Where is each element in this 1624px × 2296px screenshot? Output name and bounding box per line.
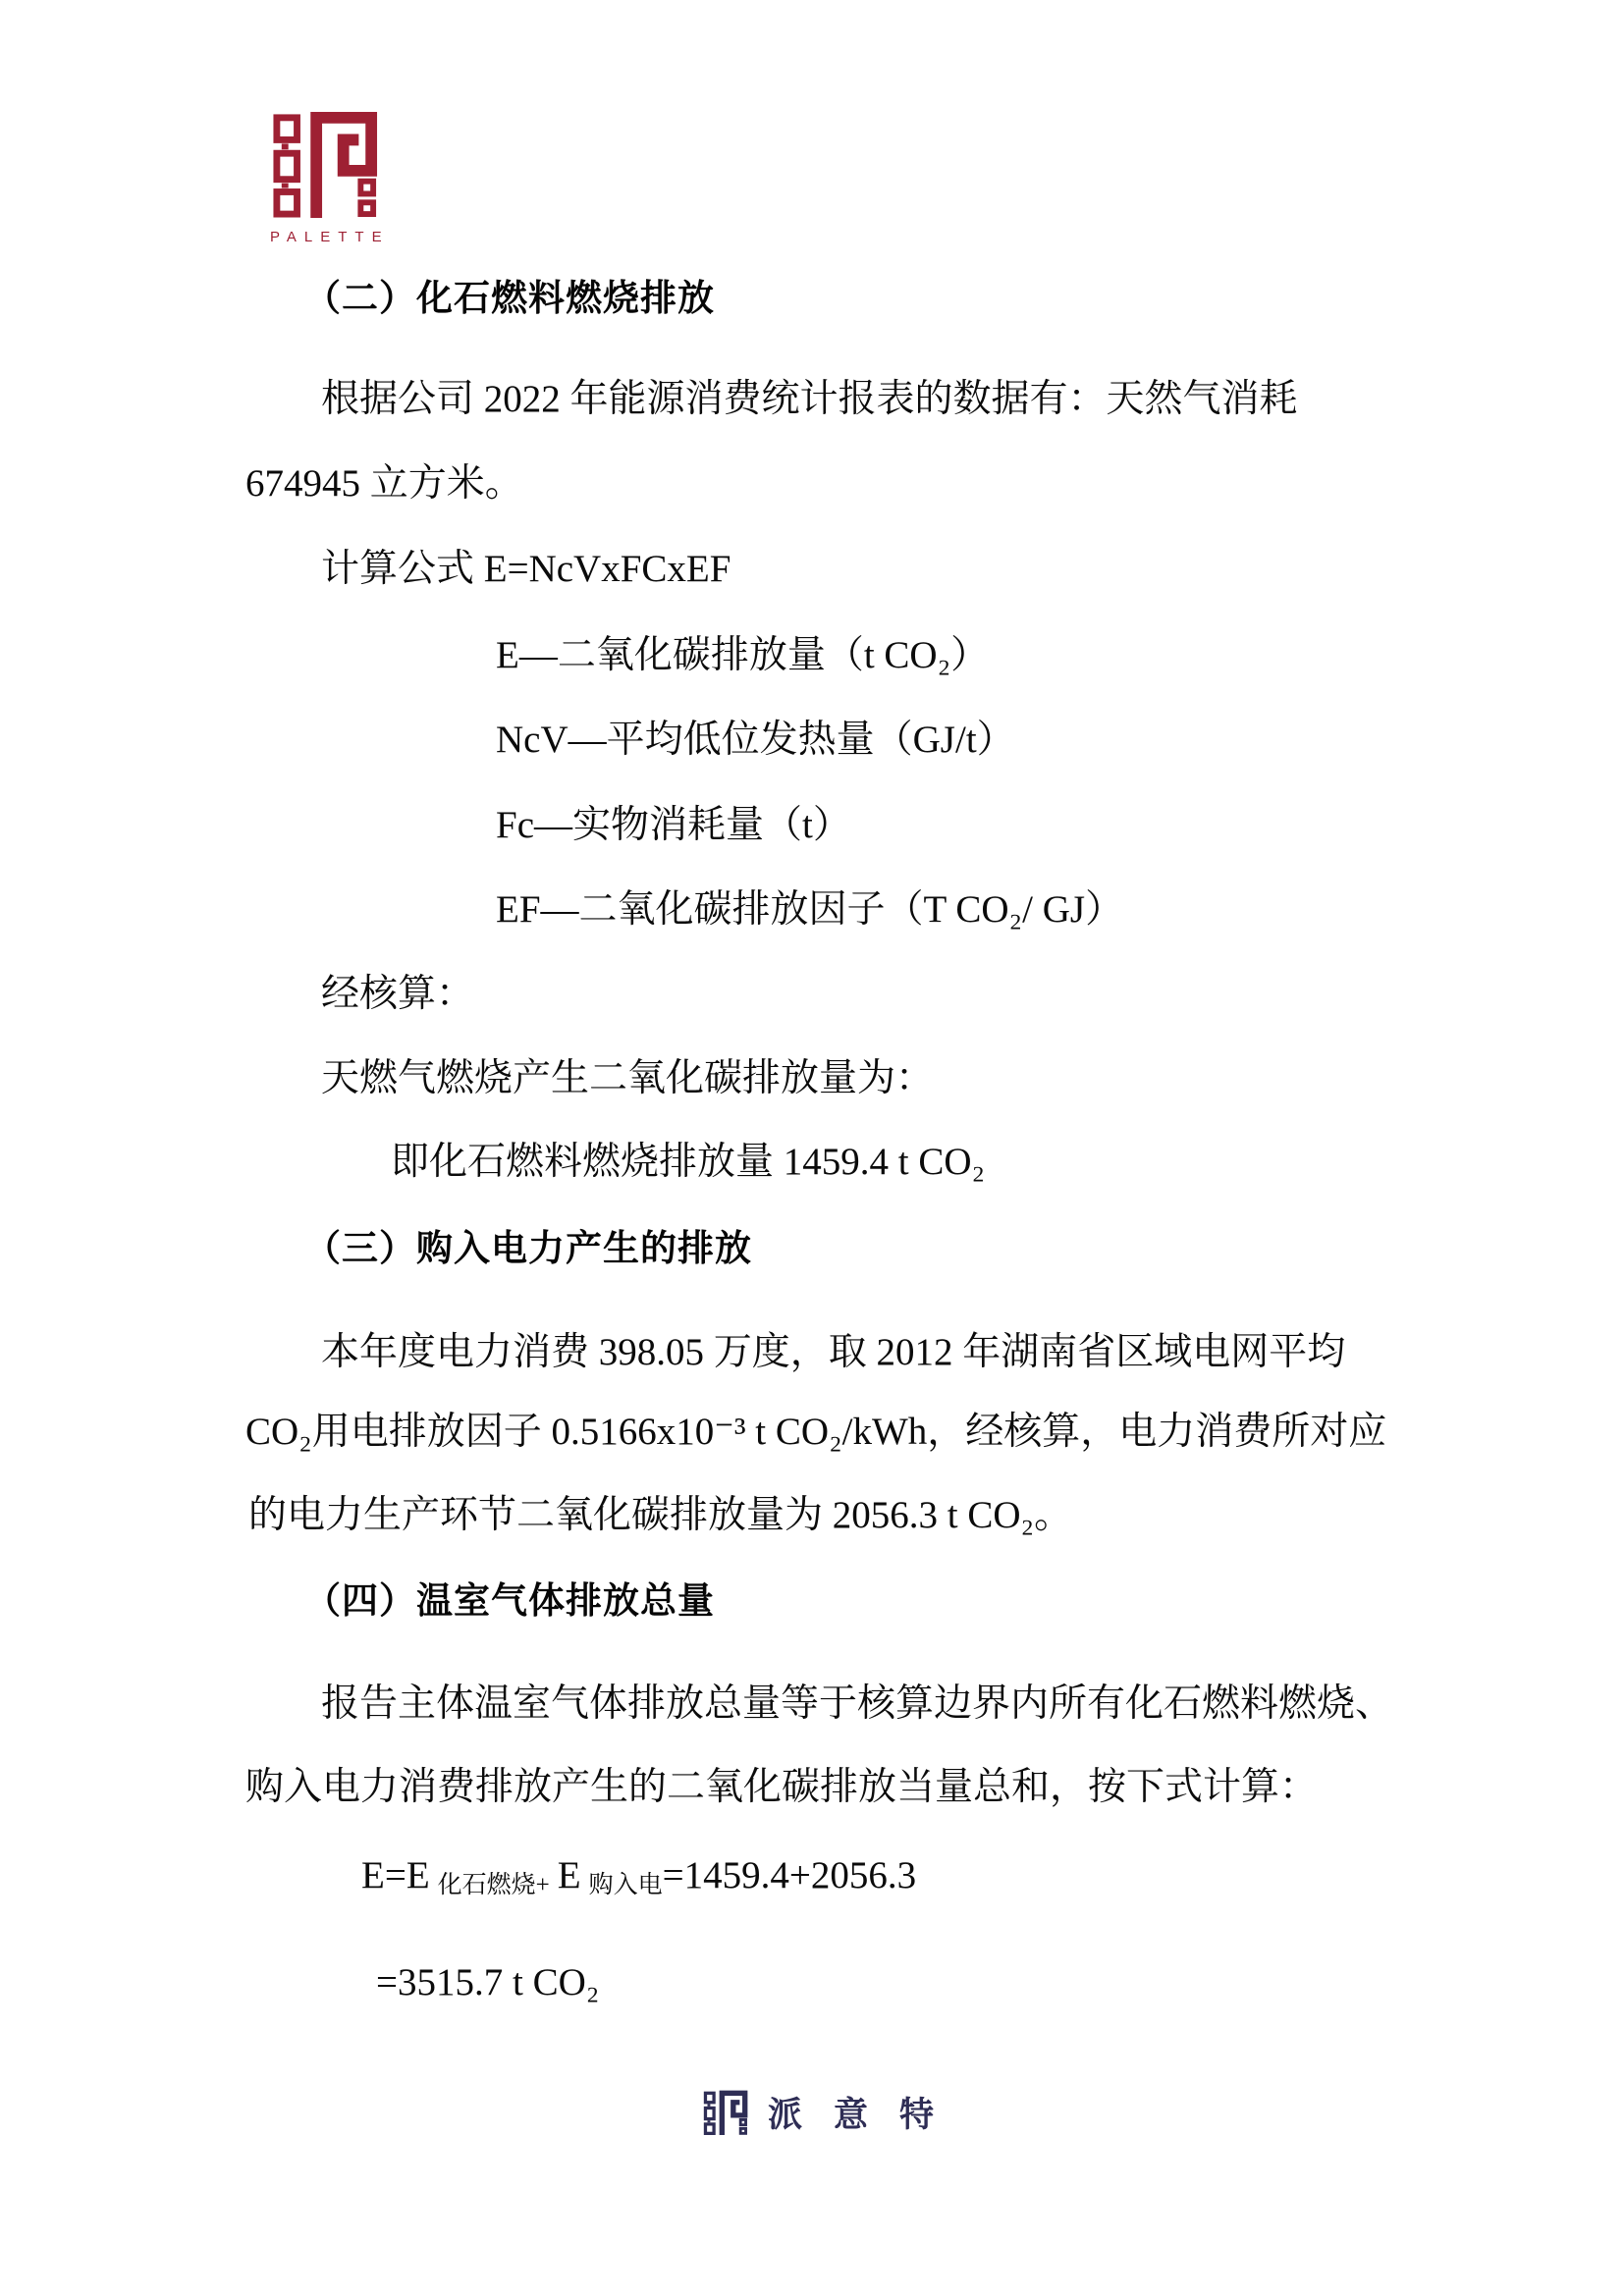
section2-note: 经核算： bbox=[321, 973, 475, 1015]
section3-heading: （三）购入电力产生的排放 bbox=[304, 1228, 752, 1268]
section4-line1: 报告主体温室气体排放总量等于核算边界内所有化石燃料燃烧、 bbox=[321, 1682, 1394, 1725]
formula-subscript-electricity: 购入电 bbox=[588, 1872, 663, 1898]
formula-intro: 计算公式 E=NcVxFCxEF bbox=[321, 548, 731, 590]
section3-line1: 本年度电力消费 398.05 万度，取 2012 年湖南省区域电网平均 bbox=[321, 1331, 1346, 1373]
formula-def-ncv: NcV—平均低位发热量（GJ/t） bbox=[496, 719, 1015, 761]
section4-heading: （四）温室气体排放总量 bbox=[304, 1580, 715, 1621]
formula-def-e: E—二氧化碳排放量（t CO₂） bbox=[496, 634, 990, 676]
section2-heading: （二）化石燃料燃烧排放 bbox=[304, 278, 715, 318]
section4-line2: 购入电力消费排放产生的二氧化碳排放当量总和，按下式计算： bbox=[245, 1766, 1319, 1808]
formula-def-fc: Fc—实物消耗量（t） bbox=[496, 804, 851, 846]
footer-brand-text: 派意特 bbox=[768, 2096, 966, 2134]
formula-subscript-fossil: 化石燃烧+ bbox=[437, 1872, 550, 1898]
palette-maze-icon bbox=[271, 110, 379, 218]
section3-line3: 的电力生产环节二氧化碳排放量为 2056.3 t CO₂。 bbox=[248, 1494, 1073, 1536]
formula-rhs: =1459.4+2056.3 bbox=[662, 1854, 917, 1896]
section2-result: 即化石燃料燃烧排放量 1459.4 t CO₂ bbox=[391, 1141, 986, 1183]
palette-logo-text: PALETTE bbox=[270, 229, 390, 245]
total-formula-line bbox=[361, 1853, 916, 1903]
formula-def-ef: EF—二氧化碳排放因子（T CO₂/ GJ） bbox=[496, 888, 1124, 931]
footer-maze-icon bbox=[703, 2090, 748, 2135]
section2-para-line1: 根据公司 2022 年能源消费统计报表的数据有：天然气消耗 bbox=[321, 378, 1298, 420]
section2-para-line2: 674945 立方米。 bbox=[245, 462, 523, 505]
footer-brand bbox=[703, 2088, 965, 2137]
formula-lhs: E=E bbox=[361, 1854, 430, 1896]
section3-line2: CO₂用电排放因子 0.5166x10⁻³ t CO₂/kWh，经核算，电力消费所对应 bbox=[245, 1411, 1387, 1453]
total-formula-result: =3515.7 t CO₂ bbox=[376, 1961, 600, 2003]
formula-mid: E bbox=[557, 1854, 581, 1896]
section2-result-intro: 天燃气燃烧产生二氧化碳排放量为： bbox=[321, 1057, 935, 1099]
palette-logo bbox=[270, 110, 390, 245]
